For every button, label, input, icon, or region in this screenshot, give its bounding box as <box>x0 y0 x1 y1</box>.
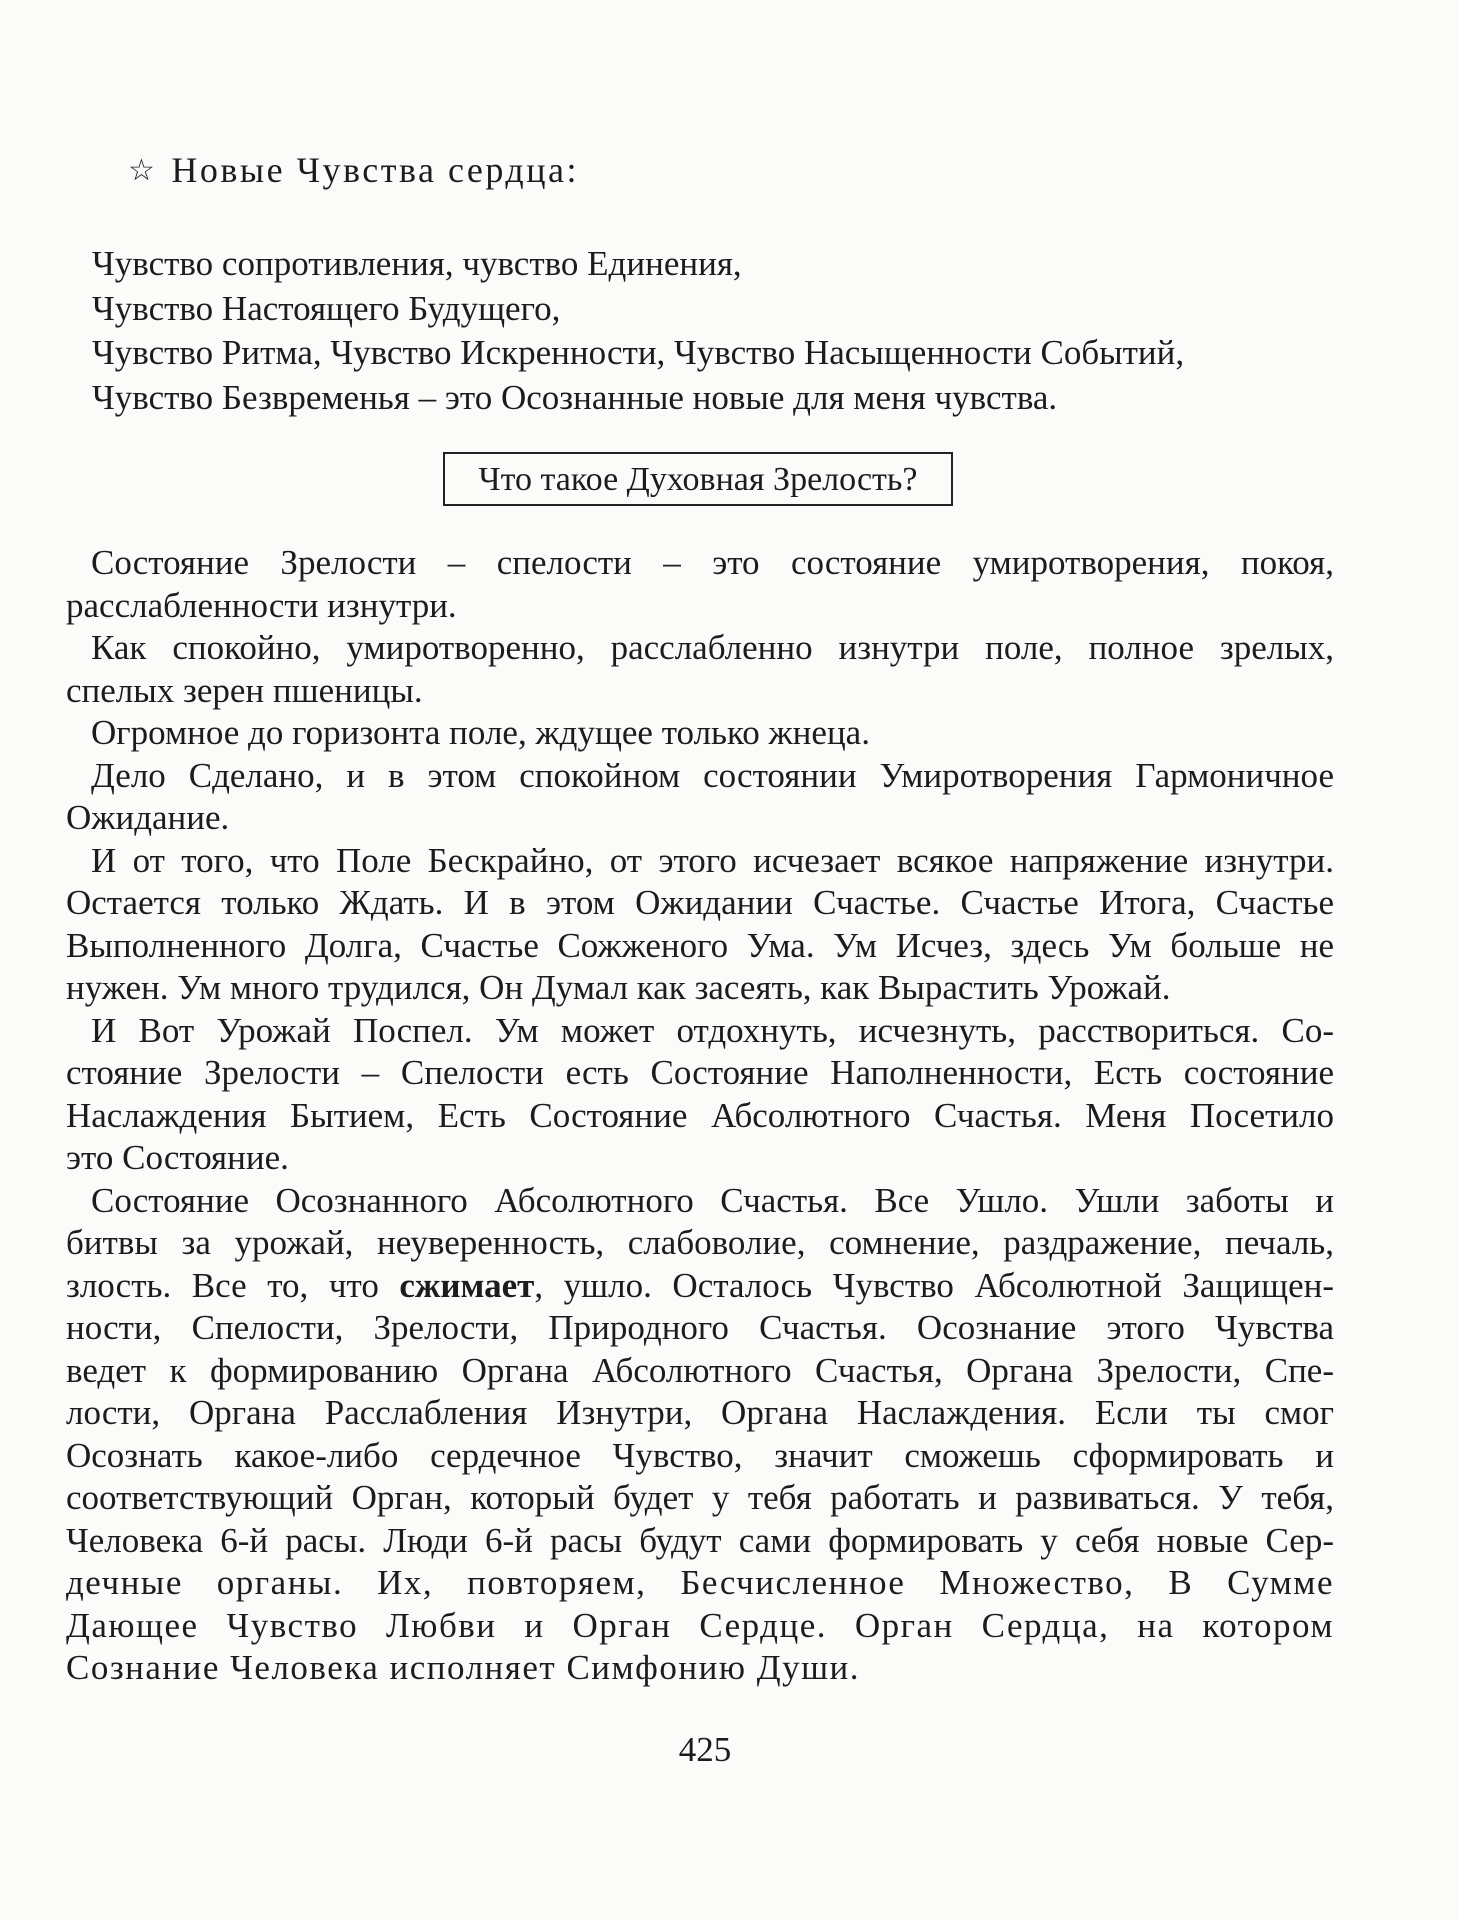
body-line: Сознание Человека исполняет Симфонию Души. <box>66 1648 861 1687</box>
body-line: Остается только Ждать. И в этом Ожидании Счастье. Счастье Итога, Счастье <box>66 883 1334 922</box>
body-line: соответствующий Орган, который будет у тебя работать и развиваться. У тебя, <box>66 1478 1334 1517</box>
body-line-part: , ушло. Осталось Чувство Абсолютной Защищен- <box>534 1265 1334 1305</box>
body-line: Выполненного Долга, Счастье Сожженого Ума. Ум Исчез, здесь Ум больше не <box>66 925 1334 965</box>
section-heading-text: Новые Чувства сердца: <box>171 150 579 190</box>
section-heading <box>128 152 579 188</box>
body-line: Человека 6-й расы. Люди 6-й расы будут сами формировать у себя новые Сер- <box>66 1520 1334 1560</box>
body-line: Как спокойно, умиротворенно, расслабленно изнутри поле, полное зрелых, <box>91 628 1334 667</box>
emphasized-word: сжимает <box>399 1265 535 1305</box>
body-line: Ожидание. <box>66 798 230 837</box>
body-line-part: злость. Все то, что <box>66 1265 400 1305</box>
body-line: Состояние Осознанного Абсолютного Счастья. Все Ушло. Ушли заботы и <box>91 1180 1334 1220</box>
body-line: Дело Сделано, и в этом спокойном состоянии Умиротворения Гармоничное <box>91 755 1334 795</box>
body-line: это Состояние. <box>66 1138 289 1177</box>
body-line: И от того, что Поле Бескрайно, от этого исчезает всякое напряжение изнутри. <box>91 840 1334 880</box>
body-line: ности, Спелости, Зрелости, Природного Счастья. Осознание этого Чувства <box>66 1308 1334 1347</box>
feelings-line: Чувство Ритма, Чувство Искренности, Чувство Насыщенности Событий, <box>92 333 1185 372</box>
body-line: Огромное до горизонта поле, ждущее только жнеца. <box>91 713 870 752</box>
page-number: 425 <box>678 1730 732 1769</box>
body-text <box>66 542 1334 1690</box>
body-line: битвы за урожай, неуверенность, слабоволие, сомнение, раздражение, печаль, <box>66 1223 1334 1262</box>
body-line: стояние Зрелости – Спелости есть Состояние Наполненности, Есть состояние <box>66 1053 1334 1092</box>
body-line: Дающее Чувство Любви и Орган Сердце. Орган Сердца, на котором <box>66 1605 1334 1645</box>
body-line <box>66 1265 1334 1308</box>
feelings-line: Чувство сопротивления, чувство Единения, <box>92 244 742 283</box>
body-line: расслабленности изнутри. <box>66 585 457 625</box>
feelings-line: Чувство Безвременья – это Осознанные новые для меня чувства. <box>92 377 1058 417</box>
body-line: нужен. Ум много трудился, Он Думал как засеять, как Вырастить Урожай. <box>66 968 1171 1007</box>
feelings-list <box>92 242 1184 420</box>
star-icon: ☆ <box>128 153 158 188</box>
body-line: лости, Органа Расслабления Изнутри, Органа Наслаждения. Если ты смог <box>66 1393 1334 1432</box>
boxed-title: Что такое Духовная Зрелость? <box>443 452 953 506</box>
body-line: Состояние Зрелости – спелости – это состояние умиротворения, покоя, <box>91 543 1334 582</box>
body-line: Наслаждения Бытием, Есть Состояние Абсолютного Счастья. Меня Посетило <box>66 1095 1334 1135</box>
body-line: Осознать какое-либо сердечное Чувство, значит сможешь сформировать и <box>66 1435 1334 1475</box>
body-line: дечные органы. Их, повторяем, Бесчисленное Множество, В Сумме <box>66 1563 1334 1602</box>
body-line: спелых зерен пшеницы. <box>66 670 423 710</box>
feelings-line: Чувство Настоящего Будущего, <box>92 288 561 328</box>
body-line: ведет к формированию Органа Абсолютного Счастья, Органа Зрелости, Спе- <box>66 1350 1334 1390</box>
body-line: И Вот Урожай Поспел. Ум может отдохнуть, исчезнуть, расствориться. Со- <box>91 1010 1334 1050</box>
